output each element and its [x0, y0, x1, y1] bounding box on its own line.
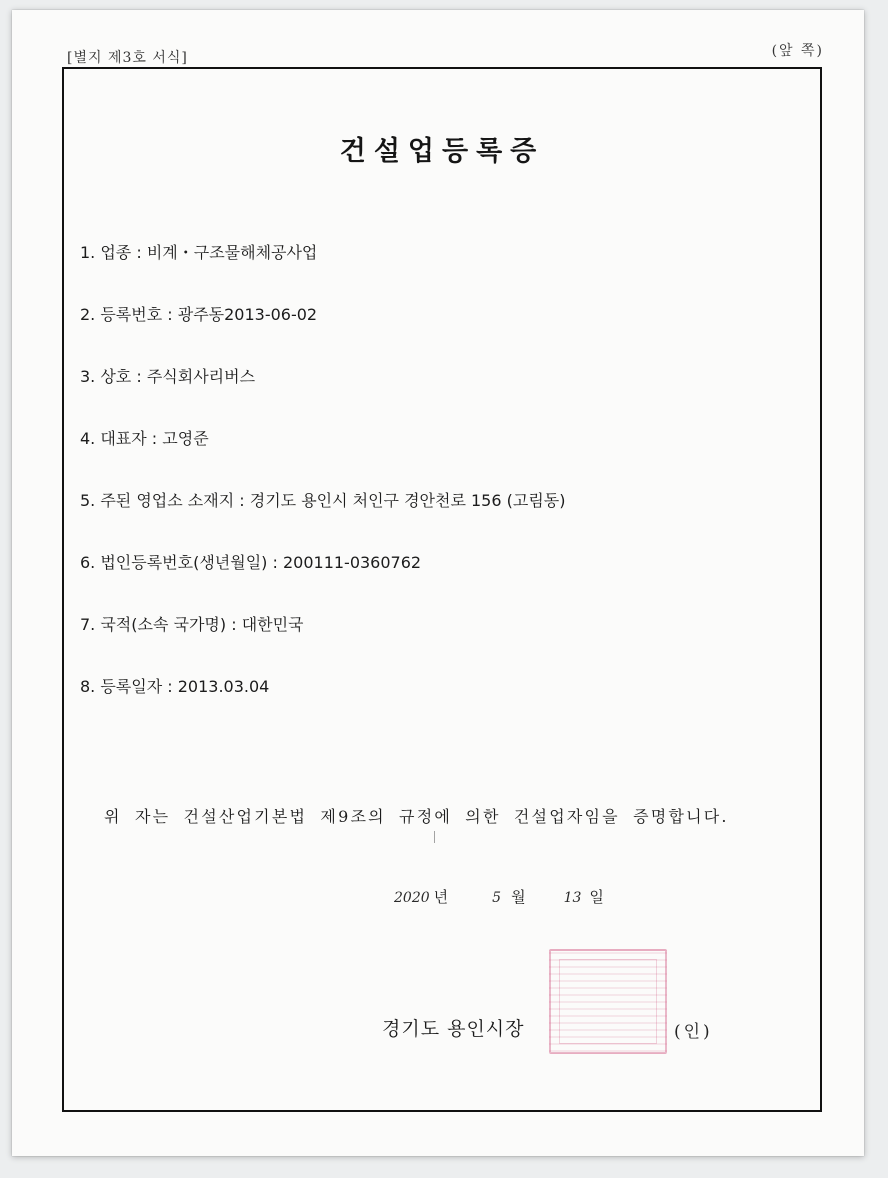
- item-label: 7. 국적(소속 국가명) :: [80, 615, 242, 634]
- item-representative: [80, 426, 209, 449]
- issue-month: 5: [492, 890, 502, 906]
- month-unit: 월: [511, 888, 526, 906]
- item-label: 3. 상호 :: [80, 367, 147, 386]
- item-value: 2013.03.04: [177, 677, 270, 696]
- item-label: 8. 등록일자 :: [80, 677, 178, 696]
- item-label: 6. 법인등록번호(생년월일) :: [80, 553, 283, 572]
- item-value: 비계・구조물해체공사업: [146, 243, 318, 262]
- item-label: 4. 대표자 :: [80, 429, 163, 448]
- item-registration-number: [80, 302, 317, 325]
- certificate-title: 건설업등록증: [339, 136, 545, 167]
- page-side-label: (앞 쪽): [771, 43, 824, 59]
- item-registration-date: [80, 674, 269, 697]
- seal-mark: (인): [674, 1022, 713, 1042]
- item-value: 주식회사리버스: [146, 367, 256, 386]
- item-value: 경기도 용인시 처인구 경안천로 156 (고림동): [249, 491, 566, 510]
- item-value: 광주동2013-06-02: [177, 305, 318, 324]
- scan-speck: [434, 831, 435, 843]
- item-company-name: [80, 364, 255, 387]
- certificate-frame: [62, 67, 822, 1112]
- issue-date: [394, 886, 604, 907]
- issuing-authority: 경기도 용인시장: [382, 1018, 525, 1040]
- item-corporate-number: [80, 550, 421, 573]
- certification-statement: 위 자는 건설산업기본법 제9조의 규정에 의한 건설업자임을 증명합니다.: [104, 807, 729, 826]
- item-value: 대한민국: [241, 615, 304, 634]
- year-unit: 년: [433, 888, 449, 906]
- item-label: 1. 업종 :: [80, 243, 147, 262]
- item-business-type: [80, 240, 317, 263]
- item-label: 2. 등록번호 :: [80, 305, 178, 324]
- item-office-address: [80, 488, 565, 511]
- item-nationality: [80, 612, 304, 635]
- certificate-page: [12, 10, 864, 1156]
- item-value: 200111-0360762: [282, 553, 422, 572]
- item-label: 5. 주된 영업소 소재지 :: [80, 491, 250, 510]
- issue-year: 2020: [394, 890, 430, 906]
- issue-day: 13: [563, 890, 582, 906]
- day-unit: 일: [589, 888, 604, 906]
- official-seal-stamp: [549, 949, 667, 1054]
- item-value: 고영준: [162, 429, 209, 448]
- form-number-label: [별지 제3호 서식]: [67, 50, 188, 66]
